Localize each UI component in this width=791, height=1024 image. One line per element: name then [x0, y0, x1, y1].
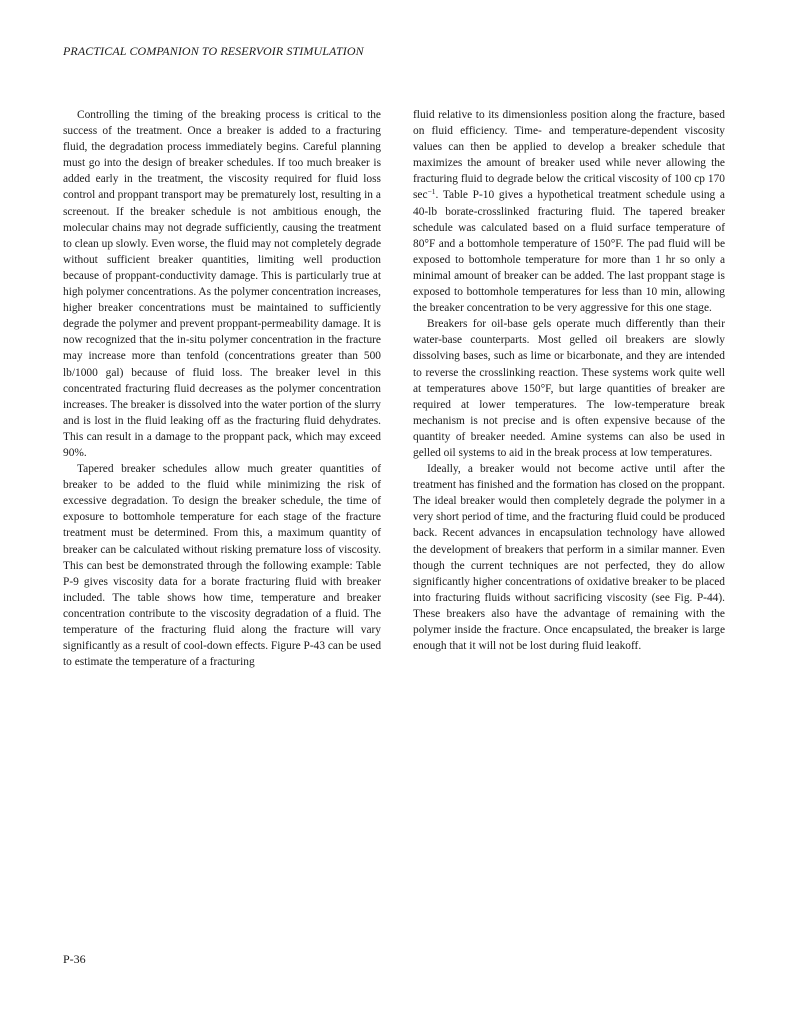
running-head: PRACTICAL COMPANION TO RESERVOIR STIMULATION [63, 44, 364, 58]
page-number: P-36 [63, 952, 86, 966]
right-text-column [413, 107, 725, 654]
superscript-minus-one: −1 [427, 187, 436, 197]
paragraph-oil-base-breakers: Breakers for oil-base gels operate much differently than their water-base counterparts. Most gelled oil breakers are slowly dissolving bases, such as lime or bicarbonate, and they are intended to reverse the crosslinking reaction. These systems work quite well at temperatures above 150°F, but large quantities of breaker are required at lower temperatures. The low-temperature break mechanism is not precise and is often expensive because of the quantity of breaker needed. Amine systems can also be used in gelled oil systems to aid in the break process at low temperatures. [413, 318, 725, 459]
paragraph-tapered-schedules: Tapered breaker schedules allow much greater quantities of breaker to be added to the fluid while minimizing the risk of excessive degradation. To design the breaker schedule, the time of exposure to bottomhole temperature for each stage of the fracture treatment must be determined. From this, a maximum quantity of breaker can be calculated without risking premature loss of viscosity. This can best be demonstrated through the following example: Table P-9 gives viscosity data for a borate fracturing fluid with breaker included. The table shows how time, temperature and breaker concentration contribute to the viscosity degradation of a fluid. The temperature of the fracturing fluid along the fracture will vary significantly as a result of cool-down effects. Figure P-43 can be used to estimate the temperature of a fracturing [63, 463, 382, 669]
paragraph-encapsulated-breakers: Ideally, a breaker would not become active until after the treatment has finished and the formation has closed on the proppant. The ideal breaker would then completely degrade the polymer in a very short period of time, and the fracturing fluid could be produced back. Recent advances in encapsulation technology have allowed the development of breakers that perform in a similar manner. Even though the current techniques are not perfected, they do allow significantly higher concentrations of oxidative breaker to be placed into fracturing fluids without sacrificing viscosity (see Fig. P-44). These breakers also have the advantage of remaining with the polymer inside the fracture. Once encapsulated, the breaker is large enough that it will not be lost during fluid leakoff. [413, 463, 725, 653]
paragraph-fluid-efficiency [413, 107, 725, 316]
paragraph-fluid-efficiency-text-a: fluid relative to its dimensionless position along the fracture, based on fluid efficiency. Time- and temperature-dependent viscosity values can then be applied to develop a breaker schedule that maximizes the amount of breaker used while never allowing the fracturing fluid to degrade below the critical viscosity of 100 cp 170 sec [413, 109, 725, 202]
paragraph-fluid-efficiency-text-b: . Table P-10 gives a hypothetical treatment schedule using a 40-lb borate-crosslinked fracturing fluid. The tapered breaker schedule was calculated based on a fluid surface temperature of 80°F and a bottomhole temperature of 150°F. The pad fluid will be exposed to bottomhole temperature for more than 1 hr so only a minimal amount of breaker can be added. The last proppant stage is exposed to bottomhole temperatures for less than 10 min, allowing the breaker concentration to be very aggressive for this one stage. [413, 189, 725, 315]
left-text-column [63, 107, 381, 670]
paragraph-breaker-timing: Controlling the timing of the breaking process is critical to the success of the treatment. Once a breaker is added to a fracturing fluid, the degradation process immediately begins. Careful planning must go into the design of breaker schedules. If too much breaker is added early in the treatment, the viscosity required for fluid loss control and proppant transport may be prematurely lost, resulting in a screenout. If the breaker schedule is not ambitious enough, the molecular chains may not degrade sufficiently, causing the treatment to clean up slowly. Even worse, the fluid may not completely degrade without sufficient breaker quantities, limiting well production because of proppant-conductivity damage. This is particularly true at high polymer concentrations. As the polymer concentration increases, higher breaker concentrations must be maintained to sufficiently degrade the polymer and prevent proppant-permeability damage. It is now recognized that the in-situ polymer concentration in the fracture may increase more than tenfold (concentrations greater than 500 lb/1000 gal) because of fluid loss. The breaker level in this concentrated fracturing fluid decreases as the polymer concentration increases. The breaker is dissolved into the water portion of the slurry and is lost in the fluid leaking off as the fracturing fluid dehydrates. This can result in a damage to the proppant pack, which may exceed 90%. [63, 109, 382, 459]
